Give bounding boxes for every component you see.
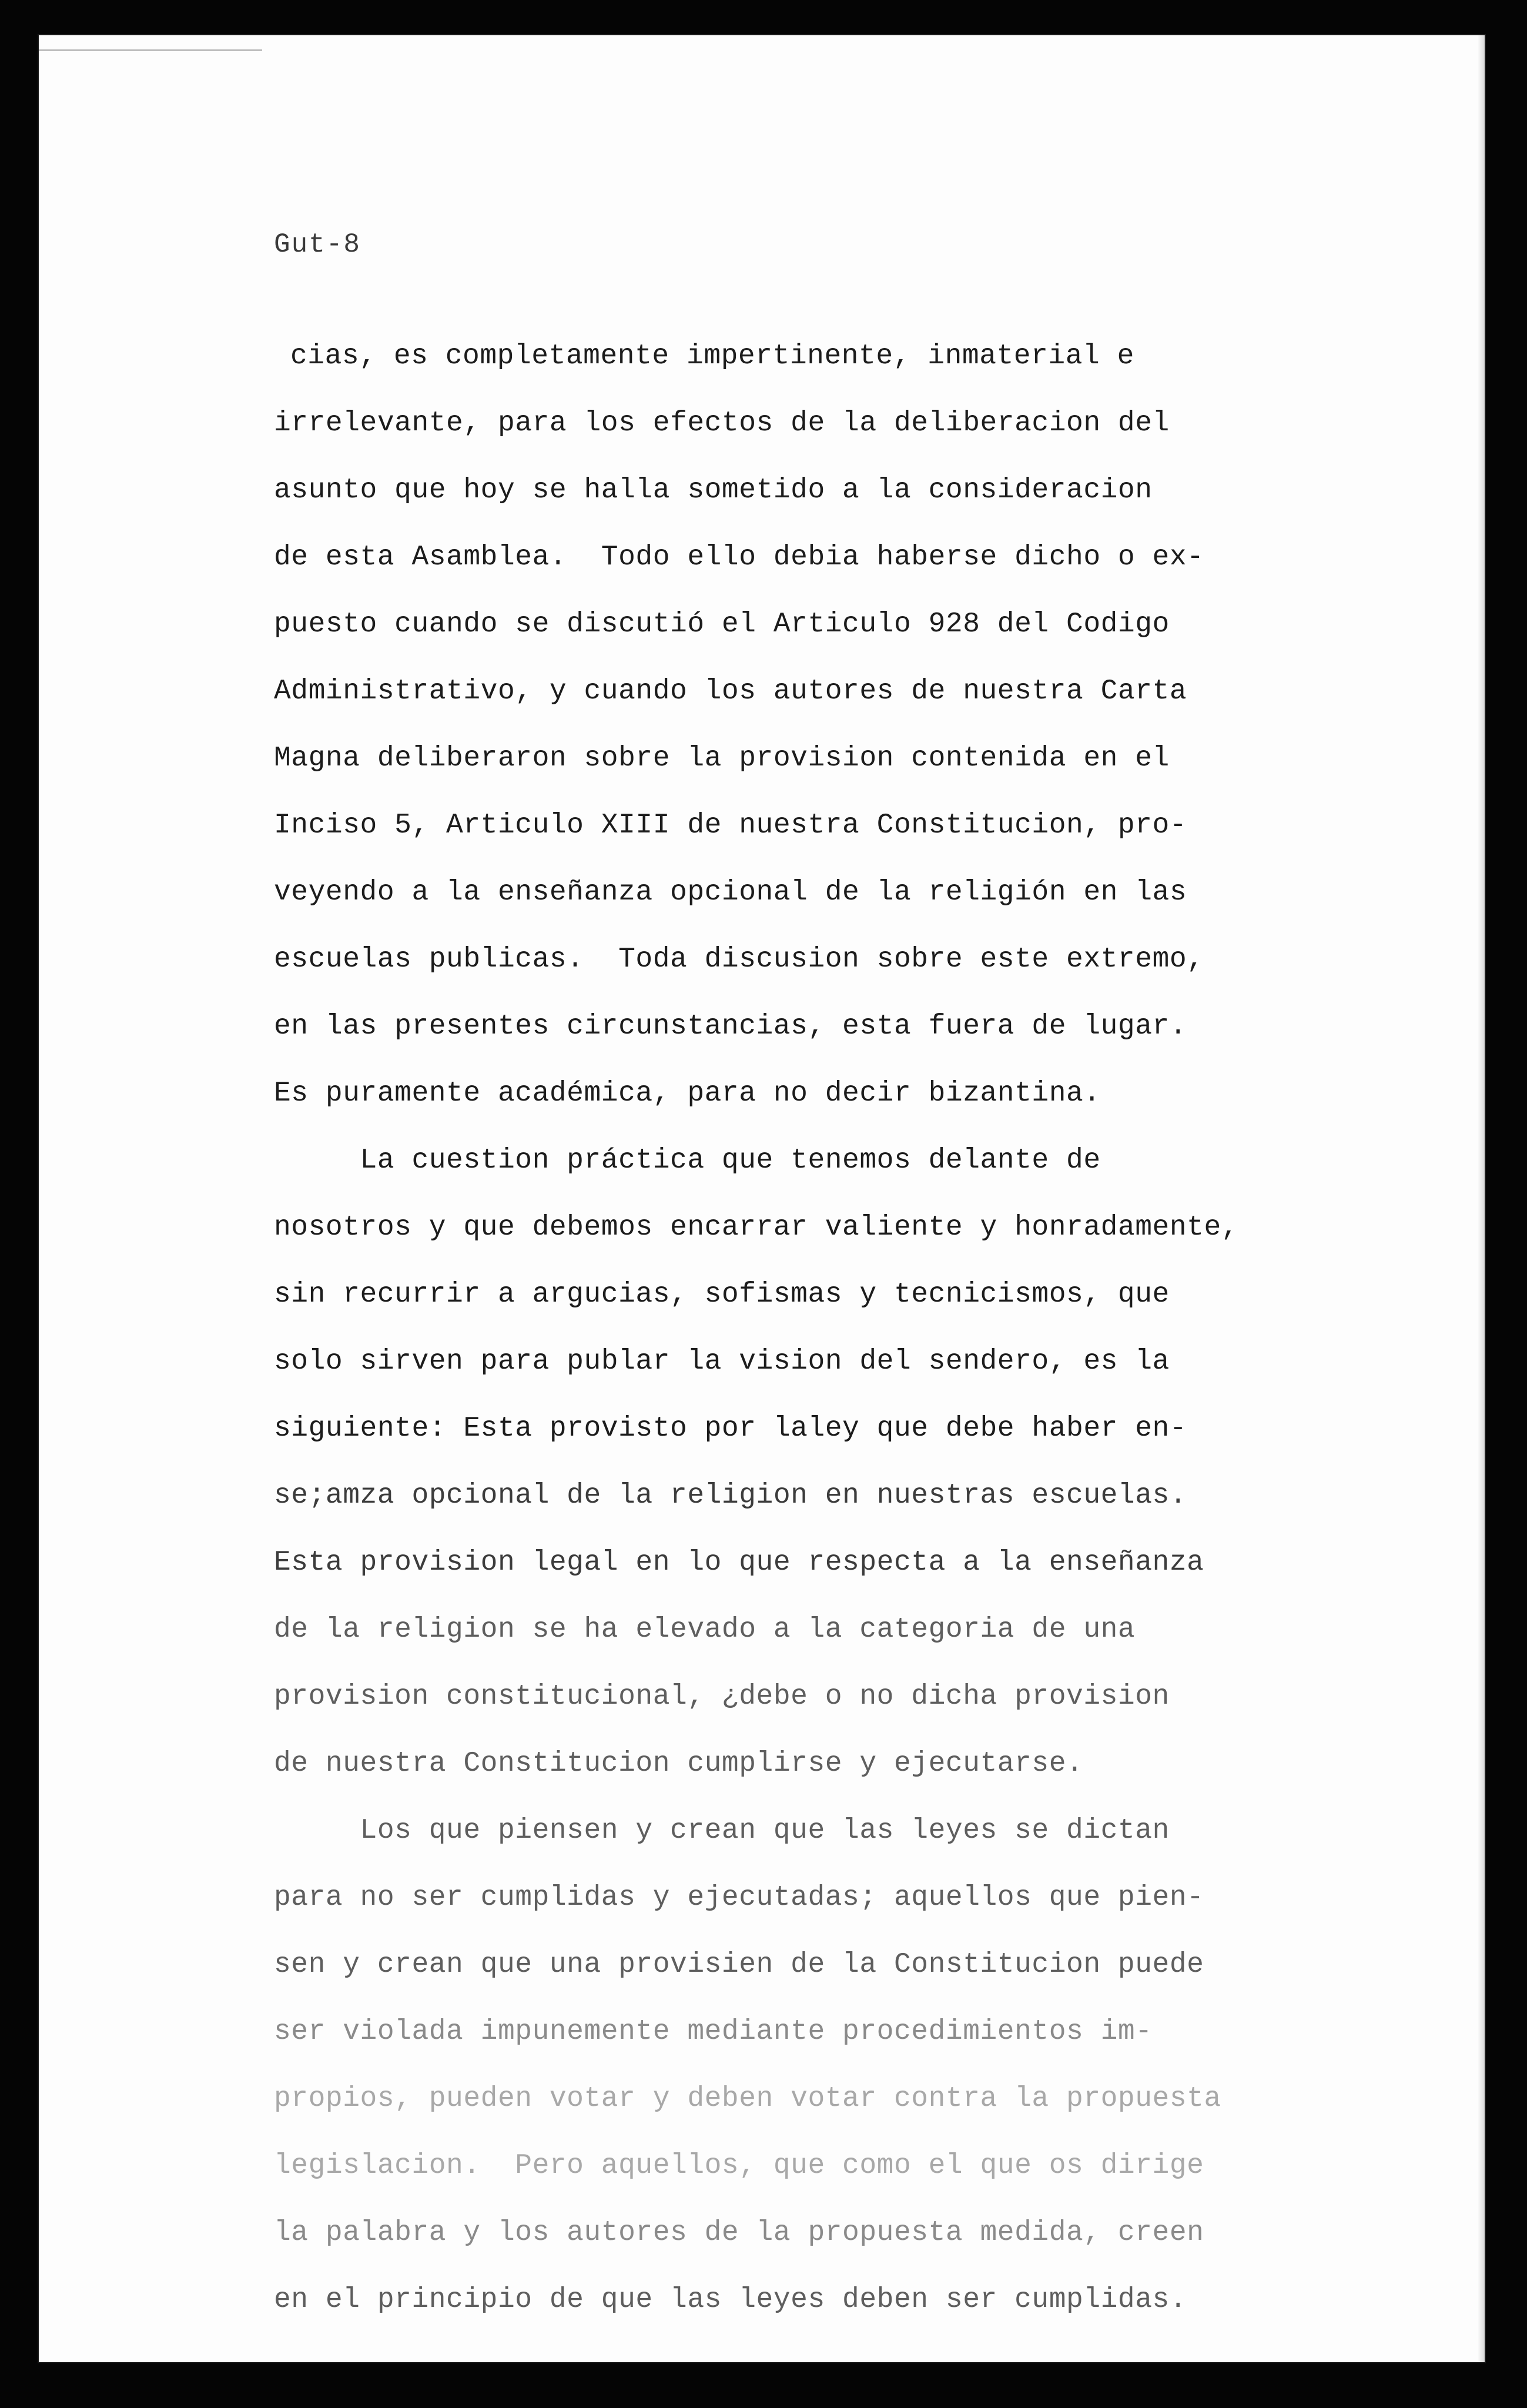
text-line: de nuestra Constitucion cumplirse y ejecutarse.: [274, 1748, 1084, 1780]
text-line: nosotros y que debemos encarrar valiente y honradamente,: [274, 1212, 1239, 1243]
text-line: solo sirven para publar la vision del sendero, es la: [274, 1346, 1170, 1377]
text-line: Magna deliberaron sobre la provision contenida en el: [274, 743, 1170, 774]
text-line: sen y crean que una provisien de la Constitucion puede: [274, 1949, 1204, 1981]
text-line: en las presentes circunstancias, esta fuera de lugar.: [274, 1011, 1187, 1042]
document-page: [39, 35, 1485, 2362]
text-line: propios, pueden votar y deben votar contra la propuesta: [274, 2083, 1221, 2115]
text-line: la palabra y los autores de la propuesta medida, creen: [274, 2217, 1204, 2249]
paper-crease-line: [39, 49, 262, 51]
text-line: asunto que hoy se halla sometido a la consideracion: [274, 474, 1153, 506]
text-line: Inciso 5, Articulo XIII de nuestra Constitucion, pro-: [274, 810, 1187, 841]
text-line: Esta provision legal en lo que respecta a la enseñanza: [274, 1547, 1204, 1578]
paper-edge-shadow: [1478, 35, 1485, 2362]
text-line: en el principio de que las leyes deben ser cumplidas.: [274, 2284, 1187, 2316]
text-line: ser violada impunemente mediante procedimientos im-: [274, 2016, 1153, 2048]
text-line: veyendo a la enseñanza opcional de la religión en las: [274, 877, 1187, 908]
text-line: se;amza opcional de la religion en nuestras escuelas.: [274, 1480, 1187, 1511]
text-line: sin recurrir a argucias, sofismas y tecnicismos, que: [274, 1279, 1170, 1310]
text-line: Es puramente académica, para no decir bizantina.: [274, 1078, 1101, 1109]
text-line: irrelevante, para los efectos de la deliberacion del: [274, 407, 1170, 439]
text-line: escuelas publicas. Toda discusion sobre este extremo,: [274, 944, 1204, 975]
text-line: siguiente: Esta provisto por laley que debe haber en-: [274, 1413, 1187, 1444]
text-line: para no ser cumplidas y ejecutadas; aquellos que pien-: [274, 1882, 1204, 1914]
text-line: de esta Asamblea. Todo ello debia haberse dicho o ex-: [274, 541, 1204, 573]
text-line: Administrativo, y cuando los autores de nuestra Carta: [274, 675, 1187, 707]
text-line: La cuestion práctica que tenemos delante de: [274, 1145, 1101, 1176]
text-line: legislacion. Pero aquellos, que como el que os dirige: [274, 2150, 1204, 2182]
text-line: cias, es completamente impertinente, inmaterial e: [290, 340, 1134, 372]
page-identifier: Gut-8: [274, 229, 361, 260]
text-line: provision constitucional, ¿debe o no dicha provision: [274, 1681, 1170, 1713]
text-line: puesto cuando se discutió el Articulo 928 del Codigo: [274, 608, 1170, 640]
text-line: Los que piensen y crean que las leyes se dictan: [274, 1815, 1170, 1847]
text-line: de la religion se ha elevado a la categoria de una: [274, 1614, 1136, 1646]
